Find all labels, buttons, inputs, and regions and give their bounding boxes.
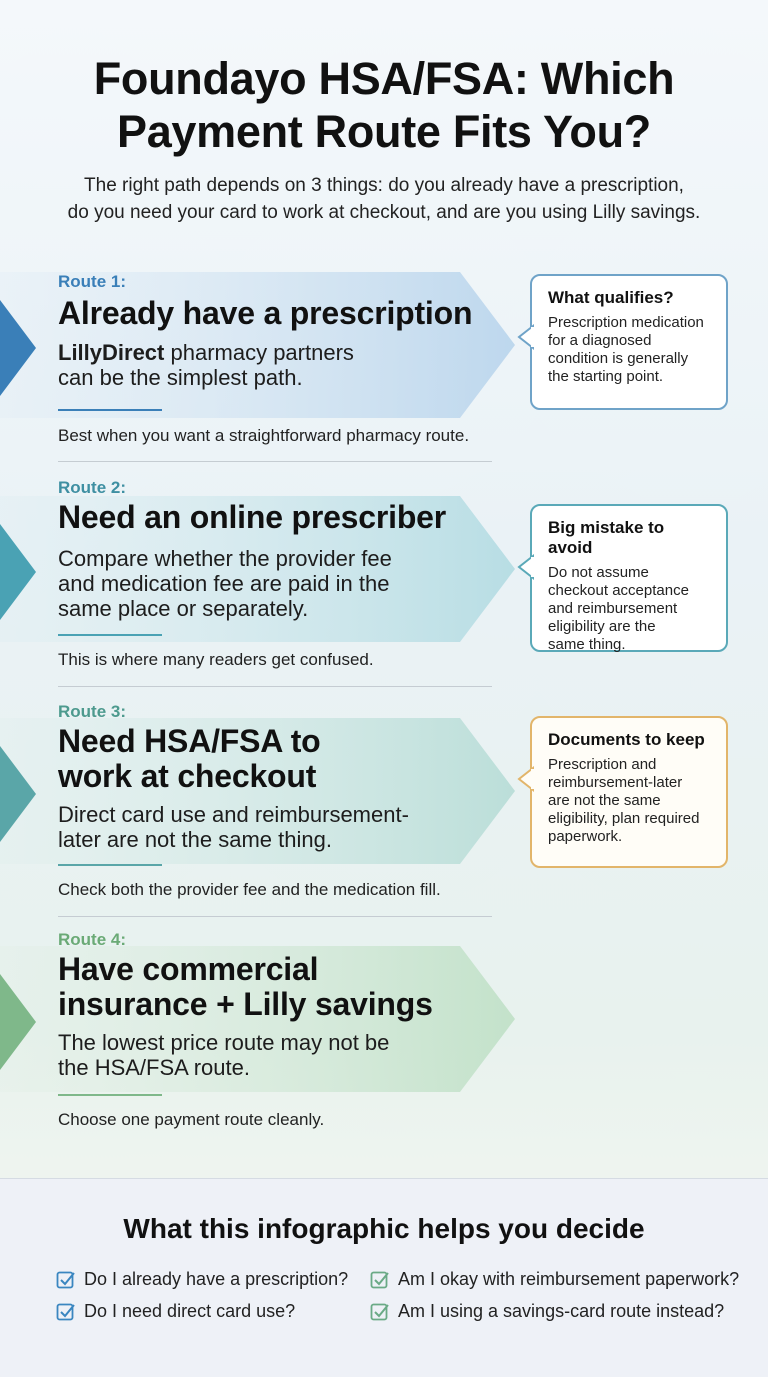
checklist-item: Am I using a savings-card route instead?	[370, 1301, 724, 1322]
checklist-item: Do I need direct card use?	[56, 1301, 295, 1322]
checkbox-checked-icon	[56, 1302, 76, 1322]
callout-title: Documents to keep	[548, 730, 705, 749]
lillydirect-brand: LillyDirect	[58, 340, 165, 365]
route-3	[0, 700, 768, 918]
callout-text: Prescription and reimbursement-later are not the same eligibility, plan required paperwork.	[548, 756, 700, 845]
route-4-note: Choose one payment route cleanly.	[58, 1110, 325, 1129]
checklist-item: Do I already have a prescription?	[56, 1269, 348, 1290]
route-3-description: Direct card use and reimbursement- later are not the same thing.	[58, 802, 409, 852]
route-1-edge-arrow	[0, 300, 38, 396]
callout-what-qualifies	[530, 274, 728, 410]
callout-text: Prescription medication for a diagnosed condition is generally the starting point.	[548, 314, 704, 385]
route-4-label: Route 4:	[58, 930, 126, 949]
footer-title: What this infographic helps you decide	[123, 1213, 645, 1244]
route-2	[0, 476, 768, 688]
route-2-divider	[58, 686, 492, 687]
route-3-note: Check both the provider fee and the medication fill.	[58, 880, 441, 899]
route-4	[0, 928, 768, 1138]
checkbox-checked-icon	[56, 1270, 76, 1290]
route-4-heading: Have commercial insurance + Lilly savings	[58, 951, 433, 1022]
route-1-label: Route 1:	[58, 272, 126, 291]
checklist-item: Am I okay with reimbursement paperwork?	[370, 1269, 739, 1290]
callout-big-mistake	[530, 504, 728, 652]
route-1-underline	[58, 409, 162, 411]
page-title: Foundayo HSA/FSA: Which Payment Route Fits You?	[93, 53, 675, 157]
route-2-heading: Need an online prescriber	[58, 499, 447, 535]
route-1-divider	[58, 461, 492, 462]
route-1-note: Best when you want a straightforward pharmacy route.	[58, 426, 470, 445]
route-3-underline	[58, 864, 162, 866]
route-2-underline	[58, 634, 162, 636]
callout-title: Big mistake to avoid	[548, 518, 665, 557]
route-4-description: The lowest price route may not be the HSA/FSA route.	[58, 1030, 390, 1080]
route-3-edge-arrow	[0, 746, 38, 842]
callout-documents-to-keep	[530, 716, 728, 868]
callout-title: What qualifies?	[548, 288, 674, 307]
page-subtitle: The right path depends on 3 things: do you already have a prescription, do you need your card to work at checkout, and are you using Lilly savings.	[67, 175, 701, 223]
route-4-edge-arrow	[0, 974, 38, 1070]
route-2-label: Route 2:	[58, 478, 126, 497]
route-2-edge-arrow	[0, 524, 38, 620]
route-2-description: Compare whether the provider fee and medication fee are paid in the same place or separately.	[58, 546, 392, 621]
callout-pointer	[519, 768, 533, 790]
route-3-heading: Need HSA/FSA to work at checkout	[58, 723, 321, 794]
checkbox-checked-icon	[370, 1302, 390, 1322]
callout-text: Do not assume checkout acceptance and reimbursement eligibility are the same thing.	[548, 564, 689, 653]
route-1	[0, 264, 768, 464]
callout-pointer	[519, 556, 533, 578]
route-3-label: Route 3:	[58, 702, 126, 721]
checkbox-checked-icon	[370, 1270, 390, 1290]
route-1-heading: Already have a prescription	[58, 295, 473, 331]
route-3-divider	[58, 916, 492, 917]
route-1-description: LillyDirect pharmacy partners can be the simplest path.	[58, 340, 354, 390]
route-4-underline	[58, 1094, 162, 1096]
callout-pointer	[519, 326, 533, 348]
route-2-note: This is where many readers get confused.	[58, 650, 374, 669]
footer-panel	[0, 1178, 768, 1377]
